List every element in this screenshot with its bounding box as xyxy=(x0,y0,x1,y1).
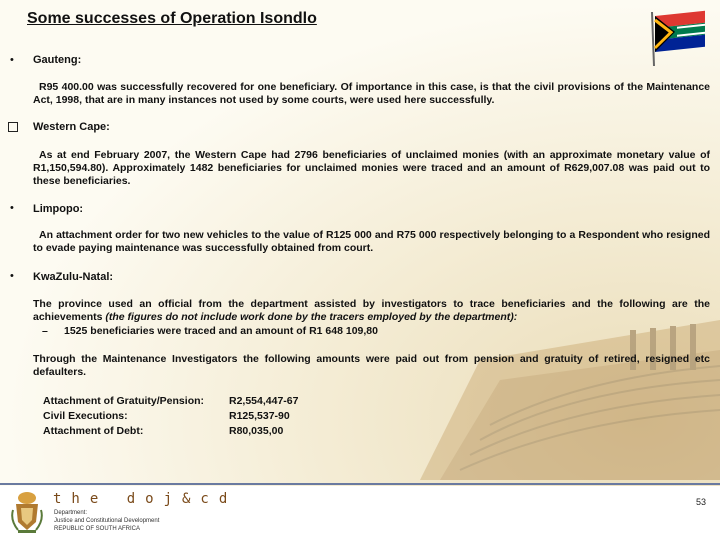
kzn-sub-item-text: 1525 beneficiaries were traced and an amount of R1 648 109,80 xyxy=(64,325,378,337)
south-africa-flag-icon xyxy=(646,6,712,68)
amount-row xyxy=(43,394,298,409)
section-heading-gauteng: Gauteng: xyxy=(33,54,82,66)
footer-divider xyxy=(0,483,720,485)
bullet-icon: • xyxy=(10,202,14,214)
bullet-icon: • xyxy=(10,270,14,282)
page-number: 53 xyxy=(696,497,707,507)
bullet-icon: • xyxy=(10,54,14,66)
department-name xyxy=(54,509,159,533)
amount-value: R2,554,447-67 xyxy=(229,395,299,407)
amount-value: R80,035,00 xyxy=(229,425,284,437)
page-title: Some successes of Operation Isondlo xyxy=(27,10,317,27)
dept-line-1: Department: xyxy=(54,510,88,516)
dept-line-3: REPUBLIC OF SOUTH AFRICA xyxy=(54,526,141,532)
amount-label: Attachment of Gratuity/Pension: xyxy=(43,395,205,407)
coat-of-arms-icon xyxy=(10,490,44,534)
amount-label: Civil Executions: xyxy=(43,410,128,422)
amount-row xyxy=(43,424,298,439)
brand-logo-text: the doj&cd xyxy=(53,491,238,507)
background-building-image xyxy=(420,300,720,480)
kzn-note-text: (the figures do not include work done by the tracers employed by the department): xyxy=(105,311,518,323)
dash-bullet-icon: – xyxy=(42,325,48,337)
kzn-paragraph-2: Through the Maintenance Investigators the following amounts were paid out from pension and gratuity of retired, resigned etc defaulters. xyxy=(33,353,710,378)
section-heading-kwazulu-natal: KwaZulu-Natal: xyxy=(33,271,114,283)
section-body-limpopo: An attachment order for two new vehicles to the value of R125 000 and R75 000 respectively belonging to a Respondent who resigned to evade paying maintenance was successfully obtained from court. xyxy=(33,229,710,254)
square-bullet-icon xyxy=(8,122,18,132)
section-heading-limpopo: Limpopo: xyxy=(33,203,84,215)
kzn-intro-text: The province used an official from the department assisted by investigators to trace beneficiaries and the following are the achievements xyxy=(33,298,710,323)
amounts-table xyxy=(43,394,298,439)
amount-value: R125,537-90 xyxy=(229,410,290,422)
kzn-sub-item xyxy=(42,325,378,337)
section-body-western-cape: As at end February 2007, the Western Cape had 2796 beneficiaries of unclaimed monies (with an approximate monetary value of R1,150,594.80). Approximately 1482 beneficiaries for unclaimed monies were traced and an amount of R629,007.08 was paid out to these beneficiaries. xyxy=(33,149,710,187)
section-body-kwazulu-natal xyxy=(33,298,710,324)
amount-label: Attachment of Debt: xyxy=(43,425,144,437)
amount-row xyxy=(43,409,298,424)
dept-line-2: Justice and Constitutional Development xyxy=(54,518,160,524)
section-body-gauteng: R95 400.00 was successfully recovered for one beneficiary. Of importance in this case, is that the civil provisions of the Maintenance Act, 1998, that are in many instances not used by some courts, were used here successfully. xyxy=(33,81,710,106)
section-heading-western-cape: Western Cape: xyxy=(33,121,110,133)
